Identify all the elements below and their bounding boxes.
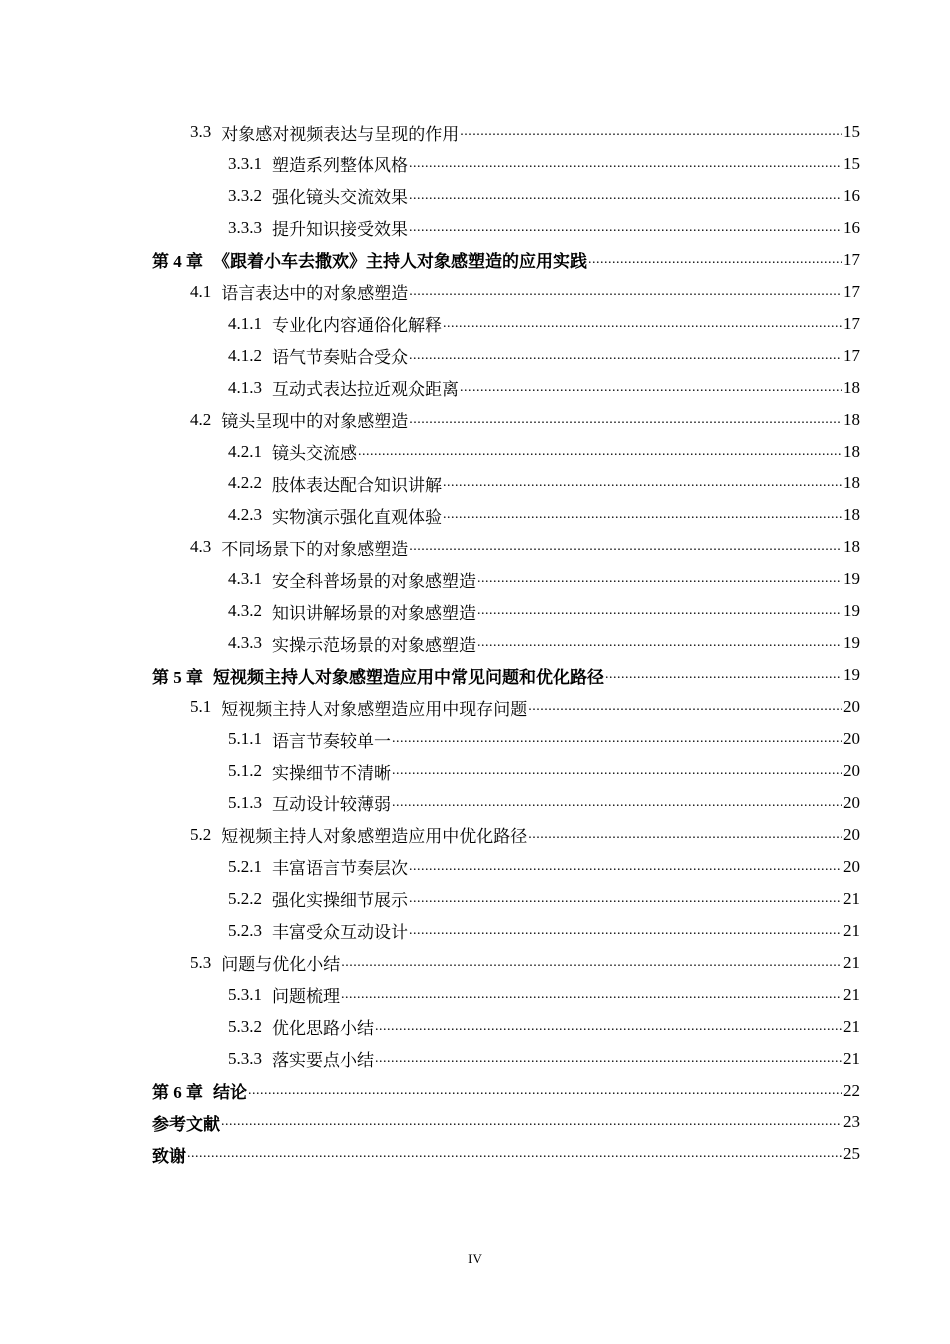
- toc-entry-number: 4.3.1: [228, 569, 262, 589]
- dot-leader: [443, 314, 842, 334]
- toc-entry[interactable]: [228, 436, 860, 468]
- toc-entry-title: 《跟着小车去撒欢》主持人对象感塑造的应用实践: [213, 252, 587, 272]
- toc-entry-number: 第 4 章: [152, 252, 203, 272]
- toc-entry[interactable]: [228, 755, 860, 787]
- toc-entry-title: 问题与优化小结: [221, 955, 341, 975]
- toc-entry[interactable]: [190, 116, 860, 148]
- toc-entry-page: 18: [843, 441, 860, 461]
- dot-leader: [409, 410, 842, 430]
- toc-entry-number: 5.1: [190, 697, 212, 717]
- toc-entry-title: 实操示范场景的对象感塑造: [272, 635, 476, 655]
- dot-leader: [392, 761, 842, 781]
- toc-entry[interactable]: [152, 244, 860, 276]
- toc-entry-page: 21: [843, 920, 860, 940]
- toc-entry-title: 实操细节不清晰: [272, 763, 391, 783]
- toc-entry-number: 5.2.2: [228, 888, 262, 908]
- toc-entry-page: 18: [843, 537, 860, 557]
- toc-entry[interactable]: [152, 1075, 860, 1107]
- toc-entry-page: 17: [843, 281, 860, 301]
- dot-leader: [443, 473, 842, 493]
- dot-leader: [392, 793, 842, 813]
- toc-entry-number: 5.1.2: [228, 761, 262, 780]
- toc-entry-page: 23: [843, 1112, 860, 1132]
- toc-entry-number: 5.1.3: [228, 792, 262, 812]
- toc-entry-page: 25: [843, 1144, 860, 1164]
- dot-leader: [409, 218, 842, 238]
- toc-entry-title: 丰富语言节奏层次: [272, 859, 408, 879]
- toc-entry-title: 语言节奏较单一: [272, 731, 391, 751]
- page-number-footer: IV: [468, 1251, 482, 1266]
- toc-entry[interactable]: [228, 340, 860, 372]
- dot-leader: [221, 1112, 842, 1132]
- toc-entry-title: 结论: [213, 1083, 247, 1102]
- dot-leader: [409, 889, 842, 909]
- dot-leader: [375, 1049, 842, 1069]
- toc-entry-title: 提升知识接受效果: [272, 220, 408, 240]
- toc-entry-number: 5.2: [190, 824, 212, 844]
- toc-entry[interactable]: [228, 148, 860, 180]
- toc-entry[interactable]: [152, 1138, 860, 1170]
- toc-entry-number: 4.2.3: [228, 505, 262, 525]
- toc-entry-number: 3.3: [190, 122, 212, 141]
- toc-entry-number: 4.1.2: [228, 345, 262, 365]
- toc-entry-page: 20: [843, 824, 860, 844]
- dot-leader: [460, 122, 842, 142]
- toc-entry-title: 肢体表达配合知识讲解: [272, 475, 442, 495]
- dot-leader: [409, 921, 842, 941]
- toc-entry-page: 20: [843, 856, 860, 876]
- toc-entry[interactable]: [228, 212, 860, 244]
- toc-entry-title: 互动设计较薄弱: [272, 795, 391, 815]
- toc-entry-page: 19: [843, 569, 860, 589]
- toc-entry-page: 16: [843, 185, 860, 205]
- dot-leader: [375, 1017, 842, 1037]
- toc-entry[interactable]: [228, 467, 860, 499]
- toc-entry[interactable]: [228, 1011, 860, 1043]
- toc-entry-title: 短视频主持人对象感塑造应用中常见问题和优化路径: [213, 667, 604, 687]
- dot-leader: [605, 665, 842, 685]
- dot-leader: [409, 537, 842, 557]
- toc-entry-number: 3.3.2: [228, 185, 262, 205]
- toc-entry-number: 5.3: [190, 952, 212, 972]
- dot-leader: [392, 729, 842, 749]
- toc-entry-page: 20: [843, 761, 860, 780]
- toc-entry-title: 知识讲解场景的对象感塑造: [272, 603, 476, 623]
- toc-entry[interactable]: [228, 563, 860, 595]
- toc-entry[interactable]: [228, 308, 860, 340]
- toc-entry-number: 4.3: [190, 537, 212, 557]
- toc-entry-page: 18: [843, 409, 860, 429]
- toc-entry[interactable]: [228, 787, 860, 819]
- toc-entry-page: 21: [843, 984, 860, 1004]
- toc-entry[interactable]: [228, 723, 860, 755]
- dot-leader: [248, 1081, 842, 1101]
- toc-entry-title: 专业化内容通俗化解释: [272, 316, 442, 336]
- dot-leader: [588, 250, 842, 270]
- toc-entry[interactable]: [228, 979, 860, 1011]
- toc-entry-page: 17: [843, 345, 860, 365]
- dot-leader: [460, 378, 842, 398]
- dot-leader: [341, 985, 842, 1005]
- toc-entry-number: 第 5 章: [152, 667, 203, 687]
- dot-leader: [409, 857, 842, 877]
- dot-leader: [477, 633, 842, 653]
- toc-entry[interactable]: [190, 819, 860, 851]
- dot-leader: [443, 505, 842, 525]
- toc-entry-number: 4.2.1: [228, 441, 262, 461]
- toc-entry[interactable]: [228, 499, 860, 531]
- toc-entry-title: 对象感对视频表达与呈现的作用: [221, 124, 460, 144]
- toc-entry-number: 5.3.2: [228, 1016, 262, 1036]
- toc-entry-title: 丰富受众互动设计: [272, 923, 408, 943]
- toc-entry-page: 20: [843, 792, 860, 812]
- toc-entry-title: 语言表达中的对象感塑造: [221, 284, 409, 304]
- toc-entry-number: 4.1.3: [228, 377, 262, 397]
- toc-entry-title: 强化镜头交流效果: [272, 188, 408, 208]
- toc-entry[interactable]: [152, 1106, 860, 1138]
- toc-entry-page: 19: [843, 665, 860, 685]
- toc-entry-page: 18: [843, 505, 860, 525]
- toc-entry-page: 21: [843, 1048, 860, 1068]
- toc-entry-title: 短视频主持人对象感塑造应用中优化路径: [221, 827, 528, 847]
- toc-entry-number: 5.3.3: [228, 1048, 262, 1068]
- dot-leader: [409, 346, 842, 366]
- dot-leader: [528, 697, 842, 717]
- toc-entry-title: 不同场景下的对象感塑造: [221, 539, 409, 559]
- toc-entry-number: 4.2.2: [228, 473, 262, 493]
- toc-entry-title: 镜头交流感: [272, 444, 357, 463]
- dot-leader: [409, 154, 842, 174]
- toc-entry[interactable]: [152, 659, 860, 691]
- toc-entry-title: 强化实操细节展示: [272, 891, 408, 911]
- toc-entry-number: 3.3.1: [228, 153, 262, 173]
- toc-entry[interactable]: [228, 883, 860, 915]
- toc-entry-title: 落实要点小结: [272, 1051, 374, 1071]
- toc-entry-page: 18: [843, 473, 860, 493]
- toc-entry-title: 安全科普场景的对象感塑造: [272, 571, 476, 591]
- toc-entry-number: 第 6 章: [152, 1083, 203, 1102]
- toc-entry[interactable]: [190, 531, 860, 563]
- toc-entry[interactable]: [190, 691, 860, 723]
- dot-leader: [409, 282, 842, 302]
- dot-leader: [187, 1144, 842, 1164]
- toc-entry-page: 17: [843, 249, 860, 269]
- toc-entry-page: 21: [843, 1016, 860, 1036]
- toc-entry[interactable]: [228, 915, 860, 947]
- toc-entry[interactable]: [228, 595, 860, 627]
- toc-entry-number: 5.1.1: [228, 729, 262, 749]
- toc-entry-number: 3.3.3: [228, 217, 262, 237]
- toc-entry[interactable]: [190, 276, 860, 308]
- dot-leader: [477, 569, 842, 589]
- toc-entry[interactable]: [228, 1043, 860, 1075]
- toc-entry-page: 18: [843, 377, 860, 397]
- toc-entry-page: 22: [843, 1080, 860, 1100]
- toc-entry-number: 4.3.2: [228, 601, 262, 621]
- toc-entry[interactable]: [228, 180, 860, 212]
- dot-leader: [477, 601, 842, 621]
- dot-leader: [341, 953, 842, 973]
- toc-entry-title: 镜头呈现中的对象感塑造: [221, 412, 409, 432]
- toc-entry[interactable]: [228, 851, 860, 883]
- toc-entry-number: 5.3.1: [228, 984, 262, 1004]
- toc-entry-title: 致谢: [152, 1146, 186, 1166]
- dot-leader: [409, 186, 842, 206]
- toc-entry-number: 4.1: [190, 281, 212, 301]
- toc-entry-number: 4.3.3: [228, 633, 262, 653]
- toc-entry-page: 15: [843, 153, 860, 173]
- toc-entry-page: 20: [843, 729, 860, 749]
- toc-entry-page: 16: [843, 217, 860, 237]
- toc-entry[interactable]: [190, 947, 860, 979]
- toc-entry[interactable]: [228, 372, 860, 404]
- toc-entry-number: 4.1.1: [228, 313, 262, 333]
- toc-entry-title: 短视频主持人对象感塑造应用中现存问题: [221, 699, 528, 719]
- toc-entry-title: 塑造系列整体风格: [272, 156, 408, 176]
- toc-entry-page: 17: [843, 313, 860, 333]
- toc-entry-title: 语气节奏贴合受众: [272, 348, 408, 368]
- toc-entry-title: 问题梳理: [272, 987, 340, 1007]
- toc-entry-number: 5.2.1: [228, 856, 262, 876]
- toc-entry-title: 互动式表达拉近观众距离: [272, 380, 459, 400]
- toc-entry-number: 4.2: [190, 409, 212, 429]
- toc-entry-title: 参考文献: [152, 1114, 220, 1134]
- toc-entry-page: 19: [843, 633, 860, 653]
- toc-entry-page: 15: [843, 122, 860, 141]
- dot-leader: [528, 825, 842, 845]
- toc-entry-page: 20: [843, 697, 860, 717]
- toc-entry-page: 21: [843, 888, 860, 908]
- toc-entry-title: 实物演示强化直观体验: [272, 507, 442, 527]
- toc-entry-title: 优化思路小结: [272, 1019, 374, 1039]
- toc-entry-page: 21: [843, 952, 860, 972]
- toc-entry[interactable]: [190, 404, 860, 436]
- toc-entry[interactable]: [228, 627, 860, 659]
- toc-entry-number: 5.2.3: [228, 920, 262, 940]
- dot-leader: [358, 442, 842, 462]
- toc-entry-page: 19: [843, 601, 860, 621]
